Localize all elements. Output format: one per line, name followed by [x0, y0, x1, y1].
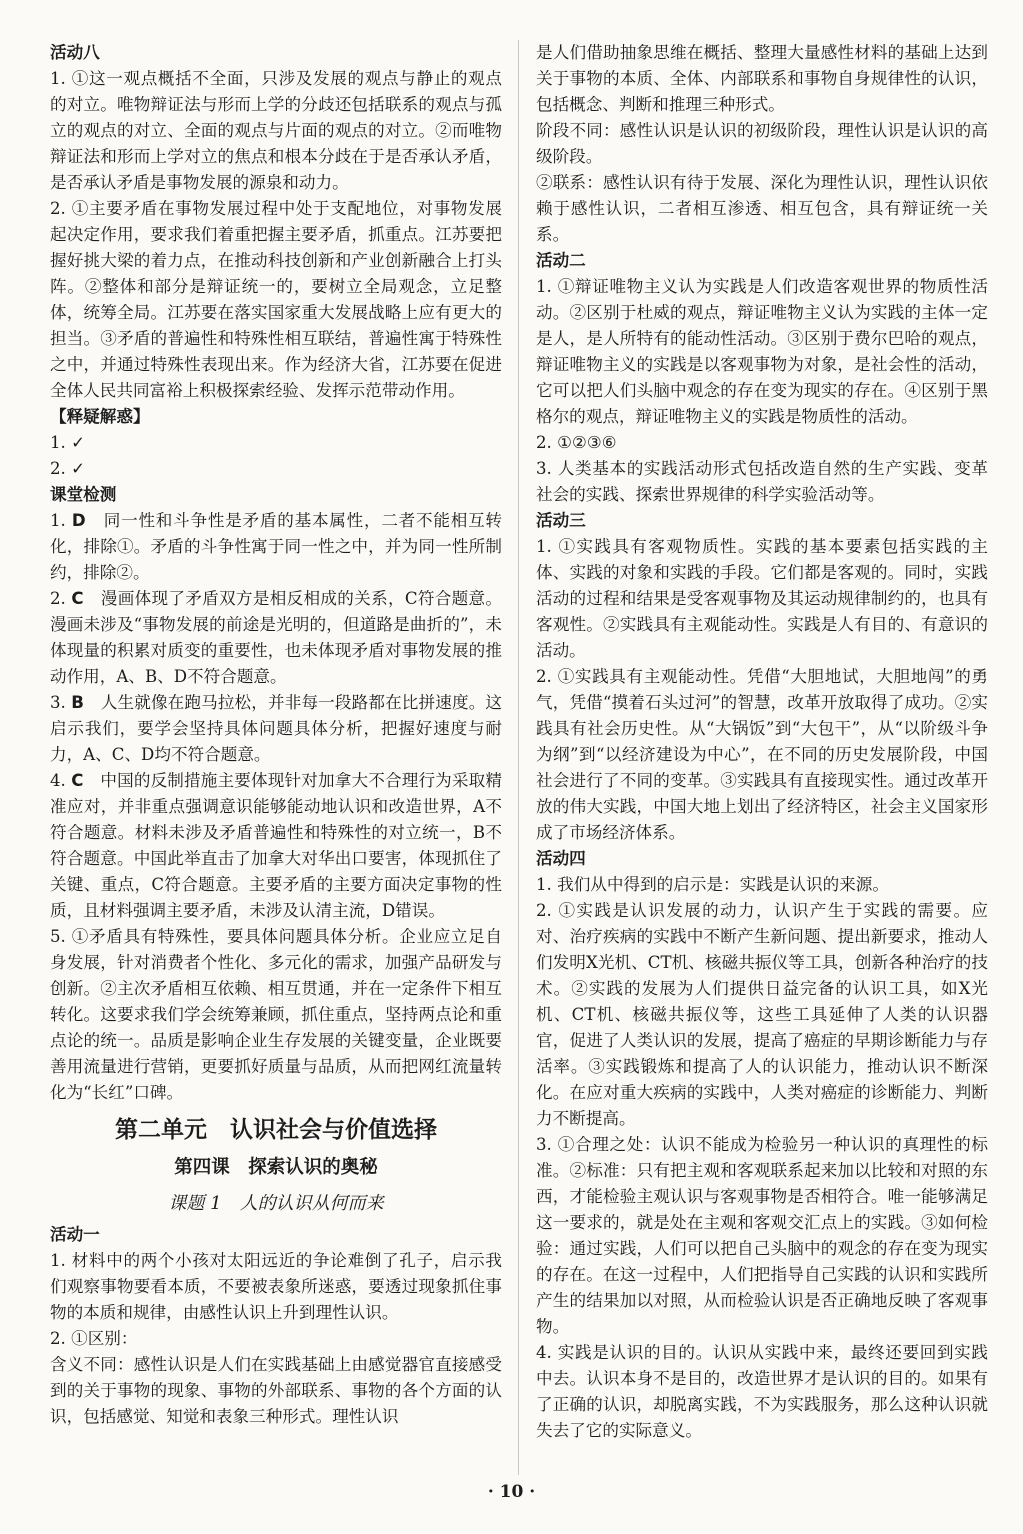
topic-title: 课题 1 人的认识从何而来: [168, 1193, 384, 1214]
section-heading: 【释疑解惑】: [50, 407, 150, 426]
left-column: [50, 40, 502, 1430]
section-heading: 活动八: [50, 43, 100, 62]
section-heading: 课堂检测: [50, 485, 117, 504]
answer-choice: B: [71, 693, 84, 712]
answer-number: 4.: [50, 771, 72, 790]
text-paragraph: 阶段不同：感性认识是认识的初级阶段，理性认识是认识的高级阶段。: [536, 121, 988, 166]
text-paragraph: 1. ①这一观点概括不全面，只涉及发展的观点与静止的观点的对立。唯物辩证法与形而上学的分歧还包括联系的观点与孤立的观点的对立、全面的观点与片面的观点的对立。②而唯物辩证法和形而上学对立的焦点和根本分歧在于是否承认矛盾，是否承认矛盾是事物发展的源泉和动力。: [50, 69, 502, 192]
answer-number: 1.: [50, 511, 72, 530]
text-paragraph: 5. ①矛盾具有特殊性，要具体问题具体分析。企业应立足自身发展，针对消费者个性化、多元化的需求，加强产品研发与创新。②主次矛盾相互依赖、相互贯通，并在一定条件下相互转化。这要求我们学会统筹兼顾，抓住重点，坚持两点论和重点论的统一。品质是影响企业生存发展的关键变量，企业既要善用流量进行营销，更要抓好质量与品质，从而把网红流量转化为“长红”口碑。: [50, 927, 502, 1102]
answer-choice: C: [71, 771, 84, 790]
answer-number: 2.: [50, 589, 72, 608]
lesson-title: 第四课 探索认识的奥秘: [174, 1157, 378, 1178]
text-paragraph: 2. ①主要矛盾在事物发展过程中处于支配地位，对事物发展起决定作用，要求我们着重把握主要矛盾，抓重点。江苏要把握好挑大梁的着力点，在推动科技创新和产业创新融合上打头阵。②整体和部分是辩证统一的，要树立全局观念，立足整体，统筹全局。江苏要在落实国家重大发展战略上应有更大的担当。③矛盾的普遍性和特殊性相互联结，普遍性寓于特殊性之中，并通过特殊性表现出来。作为经济大省，江苏要在促进全体人民共同富裕上积极探索经验、发挥示范带动作用。: [50, 199, 502, 400]
answer-explanation: 同一性和斗争性是矛盾的基本属性，二者不能相互转化，排除①。矛盾的斗争性寓于同一性之中，并为同一性所制约，排除②。: [50, 511, 503, 582]
section-heading: 活动三: [536, 511, 586, 530]
text-paragraph: 1. ①实践具有客观物质性。实践的基本要素包括实践的主体、实践的对象和实践的手段。它们都是客观的。同时，实践活动的过程和结果是受客观事物及其运动规律制约的，也具有客观性。②实践具有主观能动性。实践是人有目的、有意识的活动。: [536, 537, 988, 660]
text-paragraph: 2. ①区别：: [50, 1329, 138, 1348]
text-paragraph: 3. ①合理之处：认识不能成为检验另一种认识的真理性的标准。②标准：只有把主观和客观联系起来加以比较和对照的东西，才能检验主观认识与客观事物是否相符合。唯一能够满足这一要求的，就是处在主观和客观交汇点上的实践。③如何检验：通过实践，人们可以把自己头脑中的观念的存在变为现实的存在。在这一过程中，人们把指导自己实践的认识和实践所产生的结果加以对照，从而检验认识是否正确地反映了客观事物。: [536, 1135, 988, 1336]
section-heading: 活动二: [536, 251, 586, 270]
text-paragraph: 2. ①实践是认识发展的动力，认识产生于实践的需要。应对、治疗疾病的实践中不断产生新问题、提出新要求，推动人们发明X光机、CT机、核磁共振仪等工具，创新各种治疗的技术。②实践的发展为人们提供日益完备的认识工具，如X光机、CT机、核磁共振仪等，这些工具延伸了人类的认识器官，促进了人类认识的发展，提高了癌症的早期诊断能力与存活率。③实践锻炼和提高了人的认识能力，推动认识不断深化。在应对重大疾病的实践中，人类对癌症的诊断能力、判断力不断提高。: [536, 901, 988, 1128]
right-column: [536, 40, 988, 1444]
answer-explanation: 漫画体现了矛盾双方是相反相成的关系，C符合题意。漫画未涉及“事物发展的前途是光明的，但道路是曲折的”，未体现量的积累对质变的重要性，也未体现矛盾对事物发展的推动作用，A、B、D不符合题意。: [50, 589, 503, 686]
text-paragraph: 2. ①实践具有主观能动性。凭借“大胆地试，大胆地闯”的勇气，凭借“摸着石头过河”的智慧，改革开放取得了成功。②实践具有社会历史性。从“大锅饭”到“大包干”，从“以阶级斗争为纲”到“以经济建设为中心”，在不同的历史发展阶段，中国社会进行了不同的变革。③实践具有直接现实性。通过改革开放的伟大实践，中国大地上划出了经济特区，社会主义国家形成了市场经济体系。: [536, 667, 988, 842]
unit-title: 第二单元 认识社会与价值选择: [115, 1117, 437, 1143]
text-paragraph: 1. 材料中的两个小孩对太阳远近的争论难倒了孔子，启示我们观察事物要看本质，不要被表象所迷惑，要透过现象抓住事物的本质和规律，由感性认识上升到理性认识。: [50, 1251, 502, 1322]
text-paragraph: 4. 实践是认识的目的。认识从实践中来，最终还要回到实践中去。认识本身不是目的，改造世界才是认识的目的。如果有了正确的认识，却脱离实践，不为实践服务，那么这种认识就失去了它的实际意义。: [536, 1343, 988, 1440]
answer-item: [50, 690, 502, 768]
answer-item: [50, 768, 502, 924]
section-heading: 活动四: [536, 849, 586, 868]
text-paragraph: ②联系：感性认识有待于发展、深化为理性认识，理性认识依赖于感性认识，二者相互渗透、相互包含，具有辩证统一关系。: [536, 173, 988, 244]
text-paragraph: 含义不同：感性认识是人们在实践基础上由感觉器官直接感受到的关于事物的现象、事物的外部联系、事物的各个方面的认识，包括感觉、知觉和表象三种形式。理性认识: [50, 1355, 502, 1426]
section-heading: 活动一: [50, 1225, 100, 1244]
text-paragraph: 1. 我们从中得到的启示是：实践是认识的来源。: [536, 875, 889, 894]
answer-item: [50, 586, 502, 690]
answer-item: [50, 508, 502, 586]
answer-explanation: 中国的反制措施主要体现针对加拿大不合理行为采取精准应对，并非重点强调意识能够能动地认识和改造世界，A不符合题意。材料未涉及矛盾普遍性和特殊性的对立统一，B不符合题意。中国此举直击了加拿大对华出口要害，体现抓住了关键、重点，C符合题意。主要矛盾的主要方面决定事物的性质，且材料强调主要矛盾，未涉及认清主流，D错误。: [50, 771, 503, 920]
page-number: · 10 ·: [487, 1482, 536, 1502]
text-paragraph: 是人们借助抽象思维在概括、整理大量感性材料的基础上达到关于事物的本质、全体、内部联系和事物自身规律性的认识，包括概念、判断和推理三种形式。: [536, 43, 988, 114]
answer-number: 3.: [50, 693, 72, 712]
text-paragraph: 2. ✓: [50, 459, 86, 478]
text-paragraph: 2. ①②③⑥: [536, 433, 617, 452]
text-paragraph: 1. ✓: [50, 433, 86, 452]
text-paragraph: 1. ①辩证唯物主义认为实践是人们改造客观世界的物质性活动。②区别于杜威的观点，辩证唯物主义认为实践的主体一定是人，是人所特有的能动性活动。③区别于费尔巴哈的观点，辩证唯物主义的实践是以客观事物为对象，是社会性的活动，它可以把人们头脑中观念的存在变为现实的存在。④区别于黑格尔的观点，辩证唯物主义的实践是物质性的活动。: [536, 277, 988, 426]
answer-choice: C: [71, 589, 84, 608]
answer-explanation: 人生就像在跑马拉松，并非每一段路都在比拼速度。这启示我们，要学会坚持具体问题具体分析，把握好速度与耐力，A、C、D均不符合题意。: [50, 693, 503, 764]
column-divider: [518, 40, 519, 1475]
text-paragraph: 3. 人类基本的实践活动形式包括改造自然的生产实践、变革社会的实践、探索世界规律的科学实验活动等。: [536, 459, 988, 504]
answer-choice: D: [71, 511, 86, 530]
